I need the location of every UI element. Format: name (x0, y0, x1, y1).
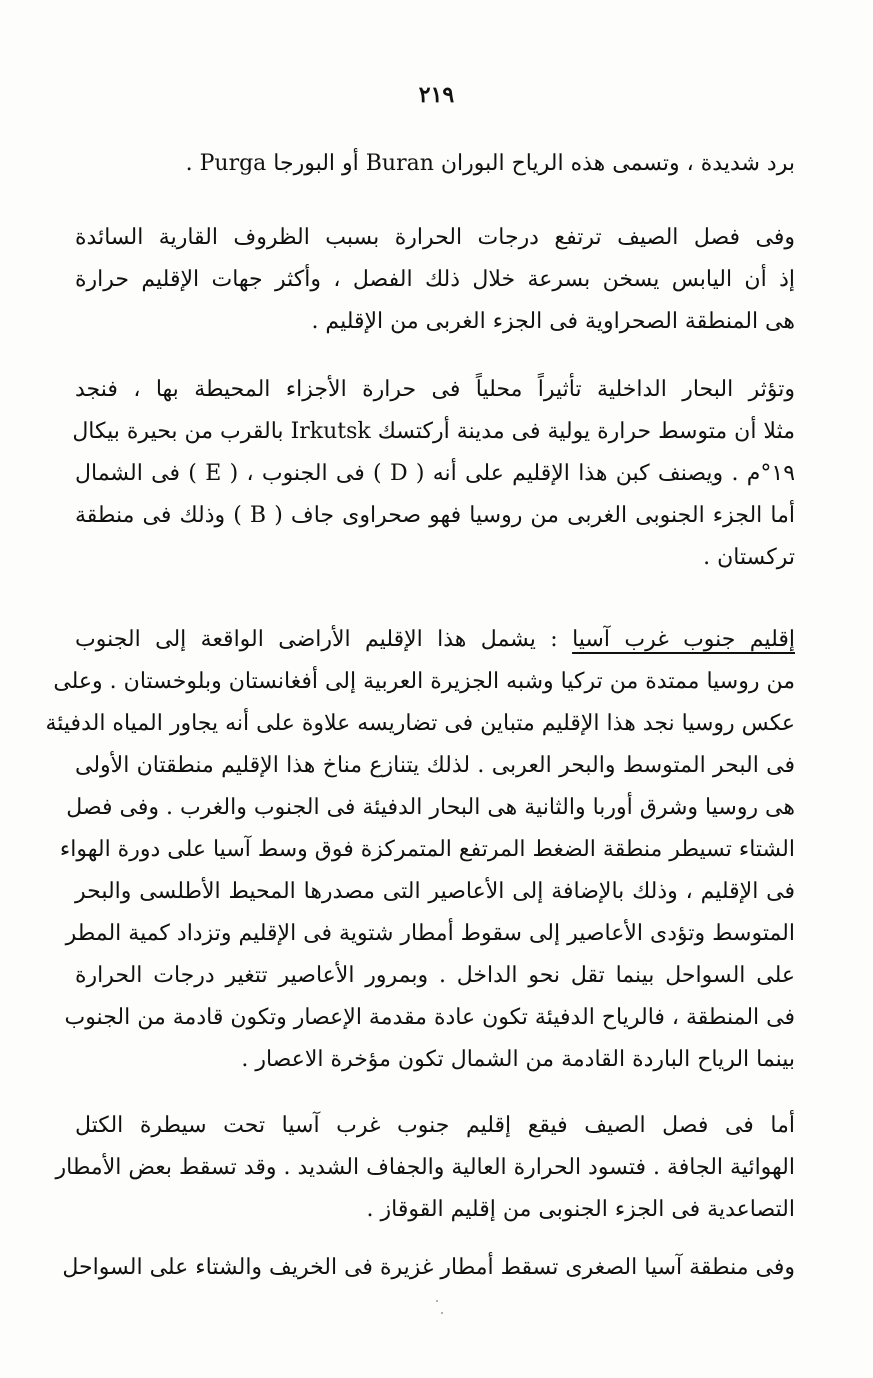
text-line: هى روسيا وشرق أوربا والثانية هى البحار الدفيئة فى الجنوب والغرب . وفى فصل (66, 795, 795, 820)
scan-speck (441, 1312, 443, 1314)
text-line: المتوسط وتؤدى الأعاصير إلى سقوط أمطار شتوية فى الإقليم وتزداد كمية المطر (65, 921, 795, 946)
text-line: مثلا أن متوسط حرارة يولية فى مدينة أركتسك Irkutsk بالقرب من بحيرة بيكال (72, 419, 795, 444)
text-line: أما فى فصل الصيف فيقع إقليم جنوب غرب آسيا تحت سيطرة الكتل (75, 1113, 795, 1138)
text-line: بينما الرياح الباردة القادمة من الشمال تكون مؤخرة الاعصار . (241, 1047, 795, 1072)
scan-speck (436, 1300, 438, 1302)
text-line: وفى منطقة آسيا الصغرى تسقط أمطار غزيرة فى الخريف والشتاء على السواحل (62, 1255, 795, 1280)
text-line: التصاعدية فى الجزء الجنوبى من إقليم القوقاز . (366, 1197, 795, 1222)
text-line: هى المنطقة الصحراوية فى الجزء الغربى من الإقليم . (311, 309, 795, 334)
text-line: ١٩°م . ويصنف كبن هذا الإقليم على أنه ( D ) فى الجنوب ، ( E ) فى الشمال (75, 461, 796, 486)
text-line: إذ أن اليابس يسخن بسرعة خلال ذلك الفصل ، وأكثر جهات الإقليم حرارة (75, 267, 795, 292)
text-line: فى البحر المتوسط والبحر العربى . لذلك يتنازع مناخ هذا الإقليم منطقتان الأولى (75, 753, 795, 778)
section-heading: إقليم جنوب غرب آسيا (572, 627, 795, 652)
text-line: من روسيا ممتدة من تركيا وشبه الجزيرة العربية إلى أفغانستان وبلوخستان . وعلى (53, 669, 795, 694)
text-line: وفى فصل الصيف ترتفع درجات الحرارة بسبب الظروف القارية السائدة (75, 225, 795, 250)
text-line: أما الجزء الجنوبى الغربى من روسيا فهو صحراوى جاف ( B ) وذلك فى منطقة (75, 503, 795, 528)
text-line: على السواحل بينما تقل نحو الداخل . وبمرور الأعاصير تتغير درجات الحرارة (75, 963, 795, 988)
text-line: الهوائية الجافة . فتسود الحرارة العالية والجفاف الشديد . وقد تسقط بعض الأمطار (55, 1155, 795, 1180)
section-first-line (75, 620, 795, 660)
text-line: فى الإقليم ، وذلك بالإضافة إلى الأعاصير التى مصدرها المحيط الأطلسى والبحر (75, 879, 795, 904)
page-number: ٢١٩ (418, 82, 455, 108)
text-line: الشتاء تسيطر منطقة الضغط المرتفع المتمركزة فوق وسط آسيا على دورة الهواء (59, 837, 795, 862)
text-line: فى المنطقة ، فالرياح الدفيئة تكون عادة مقدمة الإعصار وتكون قادمة من الجنوب (64, 1005, 795, 1030)
text-line: عكس روسيا نجد هذا الإقليم متباين فى تضاريسه علاوة على أنه يجاور المياه الدفيئة (45, 711, 795, 736)
text-line: تركستان . (703, 545, 795, 570)
text-line: وتؤثر البحار الداخلية تأثيراً محلياً فى حرارة الأجزاء المحيطة بها ، فنجد (75, 377, 795, 402)
text-line: برد شديدة ، وتسمى هذه الرياح البوران Buran أو البورجا Purga . (185, 151, 795, 176)
section-heading-rest: : يشمل هذا الإقليم الأراضى الواقعة إلى الجنوب (75, 627, 573, 652)
